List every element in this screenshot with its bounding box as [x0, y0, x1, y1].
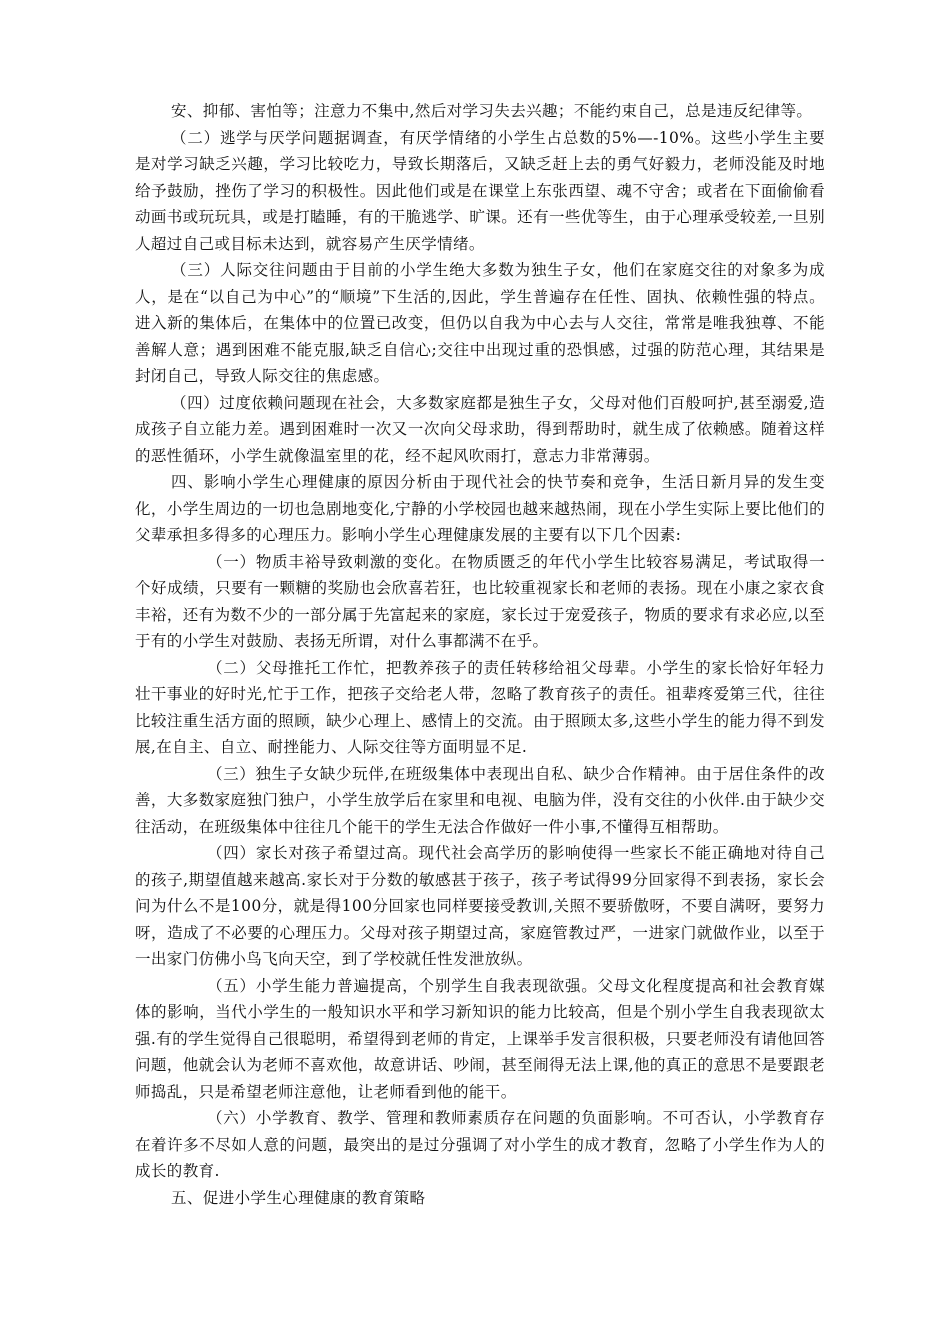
paragraph-6: （一）物质丰裕导致刺激的变化。在物质匮乏的年代小学生比较容易满足，考试取得一个好成绩，只要有一颗糖的奖励也会欣喜若狂，也比较重视家长和老师的表扬。现在小康之家衣食丰裕，还有为数不少的一部分属于先富起来的家庭，家长过于宠爱孩子，物质的要求有求必应,以至于有的小学生对鼓励、表扬无所谓，对什么事都满不在乎。: [135, 552, 825, 650]
document-body: [135, 98, 825, 1211]
paragraph-10: （五）小学生能力普遍提高，个别学生自我表现欲强。父母文化程度提高和社会教育媒体的影响，当代小学生的一般知识水平和学习新知识的能力比较高，但是个别小学生自我表现欲太强.有的学生觉得自己很聪明，希望得到老师的肯定，上课举手发言很积极，只要老师没有请他回答问题，他就会认为老师不喜欢他，故意讲话、吵闹，甚至闹得无法上课,他的真正的意思不是要跟老师捣乱，只是希望老师注意他，让老师看到他的能干。: [135, 976, 825, 1101]
paragraph-2: （二）逃学与厌学问题据调查，有厌学情绪的小学生占总数的5%—-10%。这些小学生主要是对学习缺乏兴趣，学习比较吃力，导致长期落后，又缺乏赶上去的勇气好毅力，老师没能及时地给予鼓励，挫伤了学习的积极性。因此他们或是在课堂上东张西望、魂不守舍；或者在下面偷偷看动画书或玩玩具，或是打瞌睡，有的干脆逃学、旷课。还有一些优等生，由于心理承受较差,一旦别人超过自己或目标未达到，就容易产生厌学情绪。: [135, 128, 825, 253]
paragraph-11: （六）小学教育、教学、管理和教师素质存在问题的负面影响。不可否认，小学教育存在着许多不尽如人意的问题，最突出的是过分强调了对小学生的成才教育，忽略了小学生作为人的成长的教育.: [135, 1109, 825, 1180]
section-four-heading-paragraph: 四、影响小学生心理健康的原因分析由于现代社会的快节奏和竞争，生活日新月异的发生变化，小学生周边的一切也急剧地变化,宁静的小学校园也越来越热闹，现在小学生实际上要比他们的父辈承担多得多的心理压力。影响小学生心理健康发展的主要有以下几个因素:: [135, 473, 825, 544]
paragraph-1: 安、抑郁、害怕等；注意力不集中,然后对学习失去兴趣；不能约束自己，总是违反纪律等。: [171, 102, 813, 120]
section-five-heading: 五、促进小学生心理健康的教育策略: [171, 1188, 426, 1207]
paragraph-7: （二）父母推托工作忙，把教养孩子的责任转移给祖父母辈。小学生的家长恰好年轻力壮干事业的好时光,忙于工作，把孩子交给老人带，忽略了教育孩子的责任。祖辈疼爱第三代，往往比较注重生活方面的照顾，缺少心理上、感情上的交流。由于照顾太多,这些小学生的能力得不到发展,在自主、自立、耐挫能力、人际交往等方面明显不足.: [135, 658, 825, 756]
paragraph-4: （四）过度依赖问题现在社会，大多数家庭都是独生子女，父母对他们百般呵护,甚至溺爱,造成孩子自立能力差。遇到困难时一次又一次向父母求助，得到帮助时，就生成了依赖感。随着这样的恶性循环，小学生就像温室里的花，经不起风吹雨打，意志力非常薄弱。: [135, 393, 825, 465]
paragraph-3: （三）人际交往问题由于目前的小学生绝大多数为独生子女，他们在家庭交往的对象多为成人，是在“以自己为中心”的“顺境”下生活的,因此，学生普遍存在任性、固执、依赖性强的特点。进入新的集体后，在集体中的位置已改变，但仍以自我为中心去与人交往，常常是唯我独尊、不能善解人意；遇到困难不能克服,缺乏自信心;交往中出现过重的恐惧感，过强的防范心理，其结果是封闭自己，导致人际交往的焦虑感。: [135, 261, 825, 385]
paragraph-9: （四）家长对孩子希望过高。现代社会高学历的影响使得一些家长不能正确地对待自己的孩子,期望值越来越高.家长对于分数的敏感甚于孩子，孩子考试得99分回家得不到表扬，家长会问为什么不是100分，就是得100分回家也同样要接受教训,关照不要骄傲呀，不要自满呀，要努力呀，造成了不必要的心理压力。父母对孩子期望过高，家庭管教过严，一进家门就做作业，以至于一出家门仿佛小鸟飞向天空，到了学校就任性发泄放纵。: [135, 844, 825, 968]
paragraph-8: （三）独生子女缺少玩伴,在班级集体中表现出自私、缺少合作精神。由于居住条件的改善，大多数家庭独门独户，小学生放学后在家里和电视、电脑为伴，没有交往的小伙伴.由于缺少交往活动，在班级集体中往往几个能干的学生无法合作做好一件小事,不懂得互相帮助。: [135, 764, 825, 836]
